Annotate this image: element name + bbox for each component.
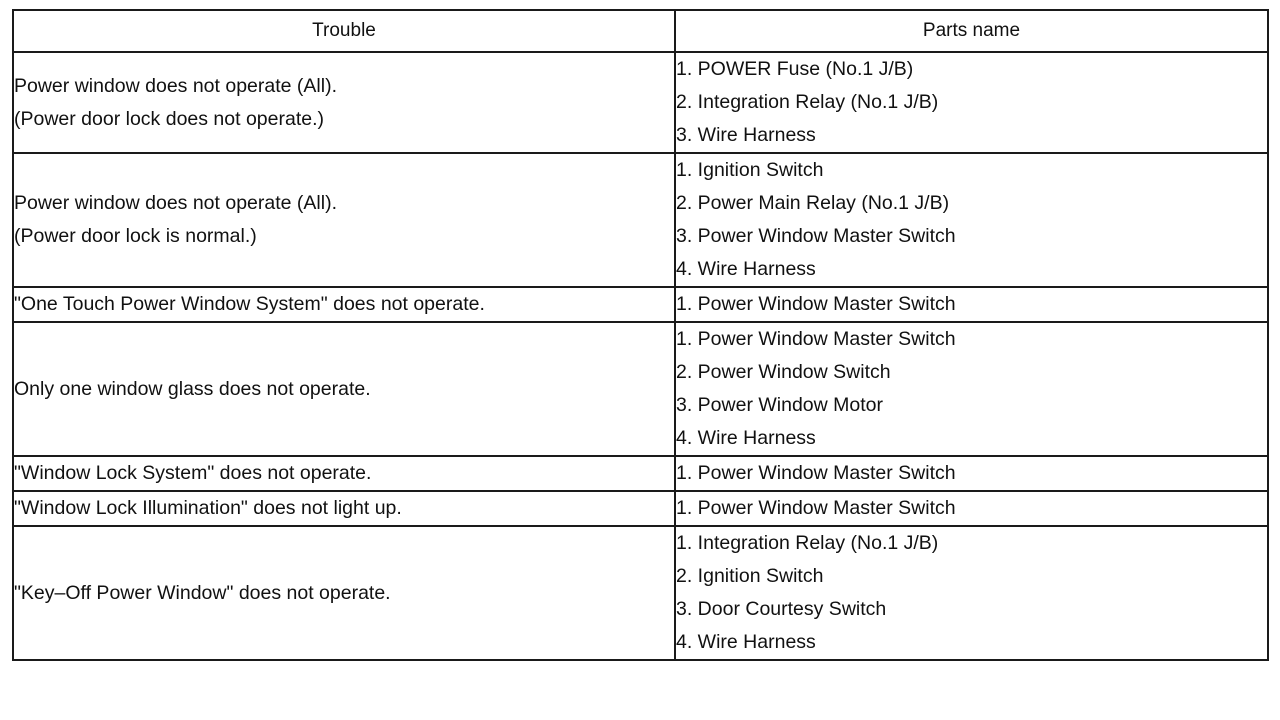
trouble-text: "One Touch Power Window System" does not operate. <box>14 293 485 315</box>
part-item: 2. Ignition Switch <box>676 565 824 587</box>
trouble-text: (Power door lock does not operate.) <box>14 107 325 130</box>
parts-cell <box>675 287 1268 322</box>
table-row <box>13 491 1268 526</box>
part-item: 1. Ignition Switch <box>676 159 824 181</box>
part-item: 2. Power Window Switch <box>676 361 891 383</box>
part-item: 3. Door Courtesy Switch <box>676 598 887 620</box>
trouble-cell <box>13 322 675 456</box>
table-row <box>13 153 1268 287</box>
part-item: 2. Integration Relay (No.1 J/B) <box>676 91 939 113</box>
trouble-cell <box>13 526 675 660</box>
parts-cell <box>675 526 1268 660</box>
part-item: 3. Power Window Motor <box>676 394 883 416</box>
trouble-text: Power window does not operate (All). <box>14 74 337 97</box>
trouble-text: "Window Lock System" does not operate. <box>14 462 372 484</box>
part-item: 2. Power Main Relay (No.1 J/B) <box>676 192 950 214</box>
parts-cell <box>675 491 1268 526</box>
trouble-cell <box>13 52 675 153</box>
parts-cell <box>675 456 1268 491</box>
trouble-text: "Key–Off Power Window" does not operate. <box>14 581 391 604</box>
trouble-cell <box>13 456 675 491</box>
part-item: 4. Wire Harness <box>676 631 816 653</box>
part-item: 1. Power Window Master Switch <box>676 293 956 315</box>
trouble-text: "Window Lock Illumination" does not light up. <box>14 497 402 519</box>
parts-cell <box>675 52 1268 153</box>
header-row <box>13 10 1268 52</box>
trouble-cell <box>13 287 675 322</box>
troubleshooting-table <box>12 9 1269 661</box>
header-parts-name: Parts name <box>675 10 1268 52</box>
part-item: 3. Wire Harness <box>676 124 816 146</box>
part-item: 3. Power Window Master Switch <box>676 225 956 247</box>
parts-cell <box>675 322 1268 456</box>
trouble-text: Power window does not operate (All). <box>14 192 337 214</box>
trouble-cell <box>13 153 675 287</box>
header-trouble: Trouble <box>13 10 675 52</box>
part-item: 1. Power Window Master Switch <box>676 328 956 350</box>
parts-cell <box>675 153 1268 287</box>
part-item: 1. POWER Fuse (No.1 J/B) <box>676 58 914 80</box>
part-item: 1. Power Window Master Switch <box>676 462 956 484</box>
table-row <box>13 526 1268 660</box>
part-item: 4. Wire Harness <box>676 258 816 280</box>
part-item: 4. Wire Harness <box>676 427 816 449</box>
table-row <box>13 456 1268 491</box>
table-row <box>13 287 1268 322</box>
trouble-text: (Power door lock is normal.) <box>14 225 257 247</box>
part-item: 1. Power Window Master Switch <box>676 497 956 519</box>
trouble-cell <box>13 491 675 526</box>
table-row <box>13 52 1268 153</box>
trouble-text: Only one window glass does not operate. <box>14 377 371 400</box>
table-row <box>13 322 1268 456</box>
part-item: 1. Integration Relay (No.1 J/B) <box>676 532 939 554</box>
